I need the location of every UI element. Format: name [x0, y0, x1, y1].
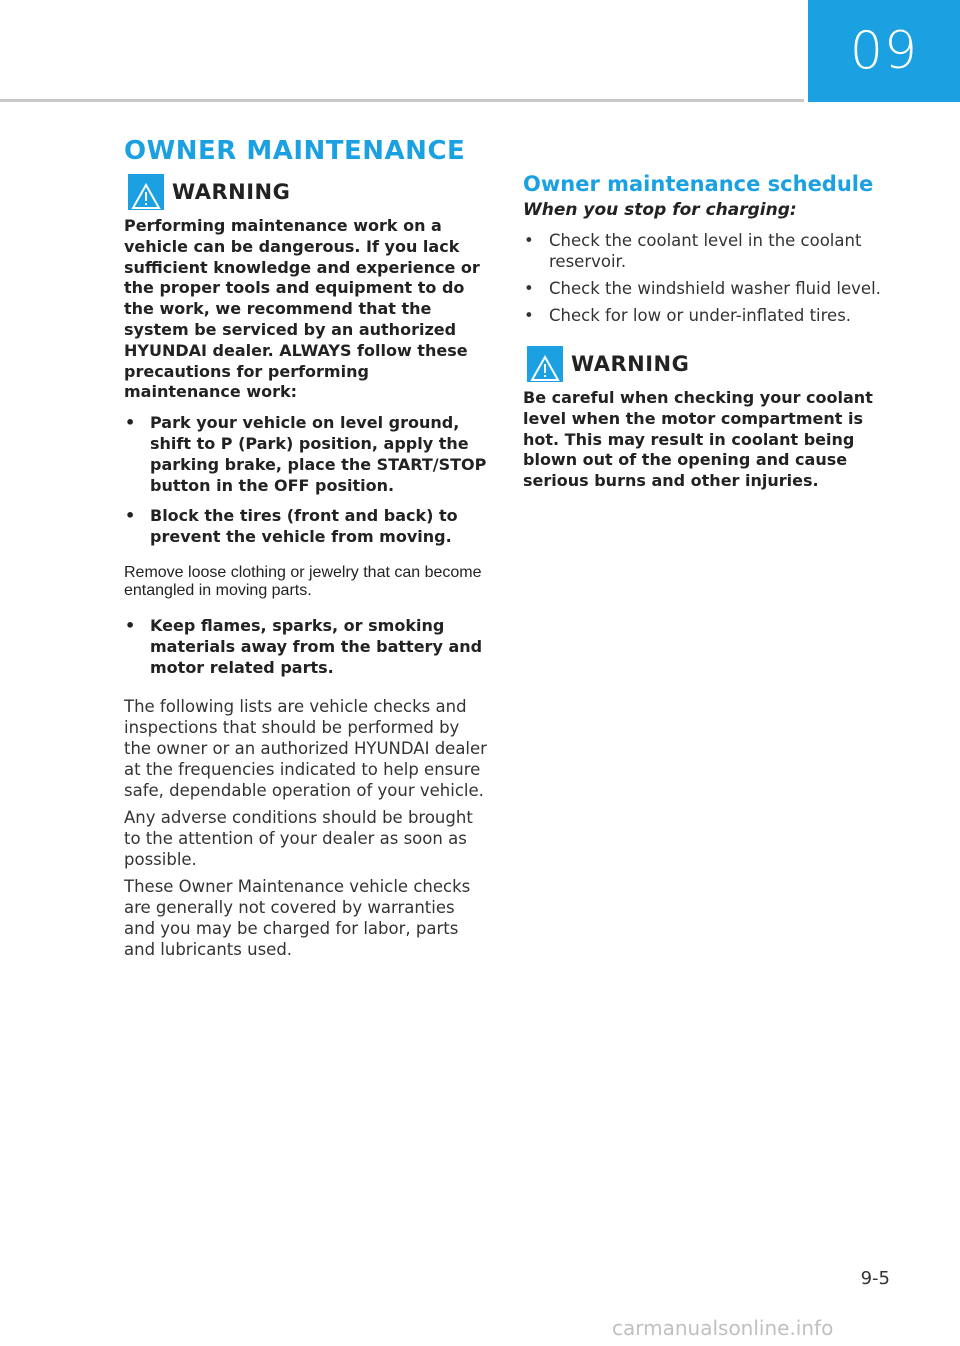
bullet-icon: •	[524, 279, 534, 298]
list-item: • Keep flames, sparks, or smoking materials away from the battery and motor related parts.	[125, 615, 483, 677]
bullet-icon: •	[524, 306, 534, 325]
header-rule	[0, 99, 804, 102]
warning-label: WARNING	[571, 352, 690, 376]
warning-triangle-icon	[128, 174, 164, 210]
warning-triangle-icon	[527, 346, 563, 382]
list-item: • Check for low or under-inflated tires.	[524, 306, 852, 325]
section-title: OWNER MAINTENANCE	[124, 136, 466, 166]
schedule-list	[523, 230, 883, 326]
coolant-warning	[523, 346, 883, 492]
paragraph: The following lists are vehicle checks and inspections that should be performed by the owner or an authorized HYUNDAI dealer at the frequencies indicated to help ensure safe, dependable operation of your vehicle.	[124, 697, 487, 801]
list-item: • Check the coolant level in the coolant reservoir.	[524, 231, 862, 271]
bullet-icon: •	[125, 615, 136, 635]
precautions-list	[124, 413, 488, 548]
warning-text: Be careful when checking your coolant level when the motor compartment is hot. This may result in coolant being blown out of the opening and cause serious burns and other injuries.	[523, 388, 873, 491]
list-item: • Park your vehicle on level ground, shift to P (Park) position, apply the parking brake, place the START/STOP button in the OFF position.	[125, 413, 487, 495]
warning-text: Performing maintenance work on a vehicle can be dangerous. If you lack sufficient knowledge and experience or the proper tools and equipment to do the work, we recommend that the system be serviced by an authorized HYUNDAI dealer. ALWAYS follow these precautions for performing maintenance work:	[124, 216, 480, 402]
bullet-icon: •	[524, 231, 534, 250]
list-item: • Block the tires (front and back) to prevent the vehicle from moving.	[125, 506, 458, 547]
list-item: • Check the windshield washer fluid level.	[524, 279, 881, 298]
schedule-subtitle: When you stop for charging:	[523, 200, 797, 220]
paragraph: These Owner Maintenance vehicle checks are generally not covered by warranties and you may be charged for labor, parts and lubricants used.	[124, 877, 471, 960]
right-column	[523, 172, 883, 492]
warning-sub-note: Remove loose clothing or jewelry that can become entangled in moving parts.	[124, 563, 482, 599]
left-column	[124, 174, 488, 966]
schedule-title: Owner maintenance schedule	[523, 172, 874, 196]
warning-header	[124, 174, 488, 210]
warning-header	[523, 346, 883, 382]
warning-label: WARNING	[172, 180, 291, 204]
precautions-list-cont	[124, 616, 488, 678]
page-number: 9-5	[860, 1268, 890, 1289]
paragraph: Any adverse conditions should be brought to the attention of your dealer as soon as possible.	[124, 808, 473, 870]
watermark: carmanualsonline.info	[612, 1316, 834, 1340]
bullet-icon: •	[125, 413, 136, 433]
chapter-tab	[808, 0, 960, 102]
bullet-icon: •	[125, 506, 136, 526]
chapter-number: 09	[849, 21, 919, 81]
